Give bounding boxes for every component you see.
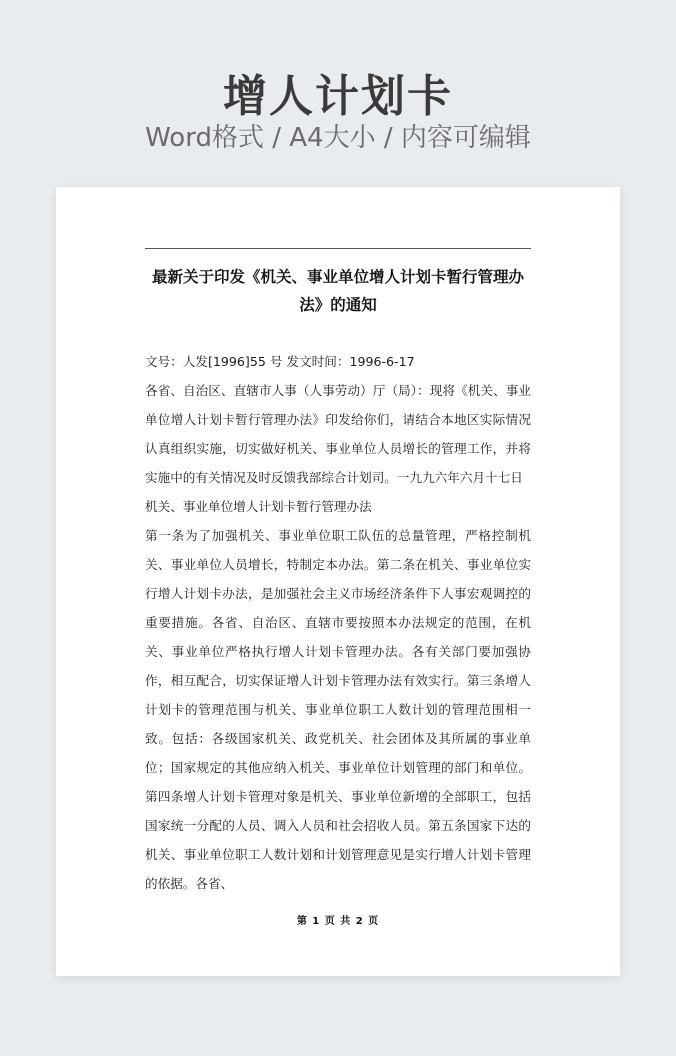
document-meta: 文号：人发[1996]55 号 发文时间：1996-6-17 <box>145 354 415 369</box>
document-page <box>56 187 620 976</box>
document-body <box>145 347 531 898</box>
promo-title: 增人计划卡 <box>223 71 453 122</box>
promo-subtitle: Word格式 / A4大小 / 内容可编辑 <box>145 123 531 153</box>
header-rule <box>145 248 531 249</box>
page-number: 第 1 页 共 2 页 <box>296 916 380 927</box>
document-title: 最新关于印发《机关、事业单位增人计划卡暂行管理办法》的通知 <box>151 268 524 314</box>
section-heading: 机关、事业单位增人计划卡暂行管理办法 <box>145 499 372 514</box>
paragraph-notice: 各省、自治区、直辖市人事（人事劳动）厅（局）：现将《机关、事业单位增人计划卡暂行管理办法》印发给你们，请结合本地区实际情况认真组织实施，切实做好机关、事业单位人员增长的管理工作，并将实施中的有关情况及时反馈我部综合计划司。一九九六年六月十七日 <box>145 383 531 485</box>
paragraph-articles: 第一条为了加强机关、事业单位职工队伍的总量管理，严格控制机关、事业单位人员增长，特制定本办法。第二条在机关、事业单位实行增人计划卡办法，是加强社会主义市场经济条件下人事宏观调控的重要措施。各省、自治区、直辖市要按照本办法规定的范围，在机关、事业单位严格执行增人计划卡管理办法。各有关部门要加强协作，相互配合，切实保证增人计划卡管理办法有效实行。第三条增人计划卡的管理范围与机关、事业单位职工人数计划的管理范围相一致。包括：各级国家机关、政党机关、社会团体及其所属的事业单位；国家规定的其他应纳入机关、事业单位计划管理的部门和单位。第四条增人计划卡管理对象是机关、事业单位新增的全部职工，包括国家统一分配的人员、调入人员和社会招收人员。第五条国家下达的机关、事业单位职工人数计划和计划管理意见是实行增人计划卡管理的依据。各省、 <box>145 528 531 891</box>
